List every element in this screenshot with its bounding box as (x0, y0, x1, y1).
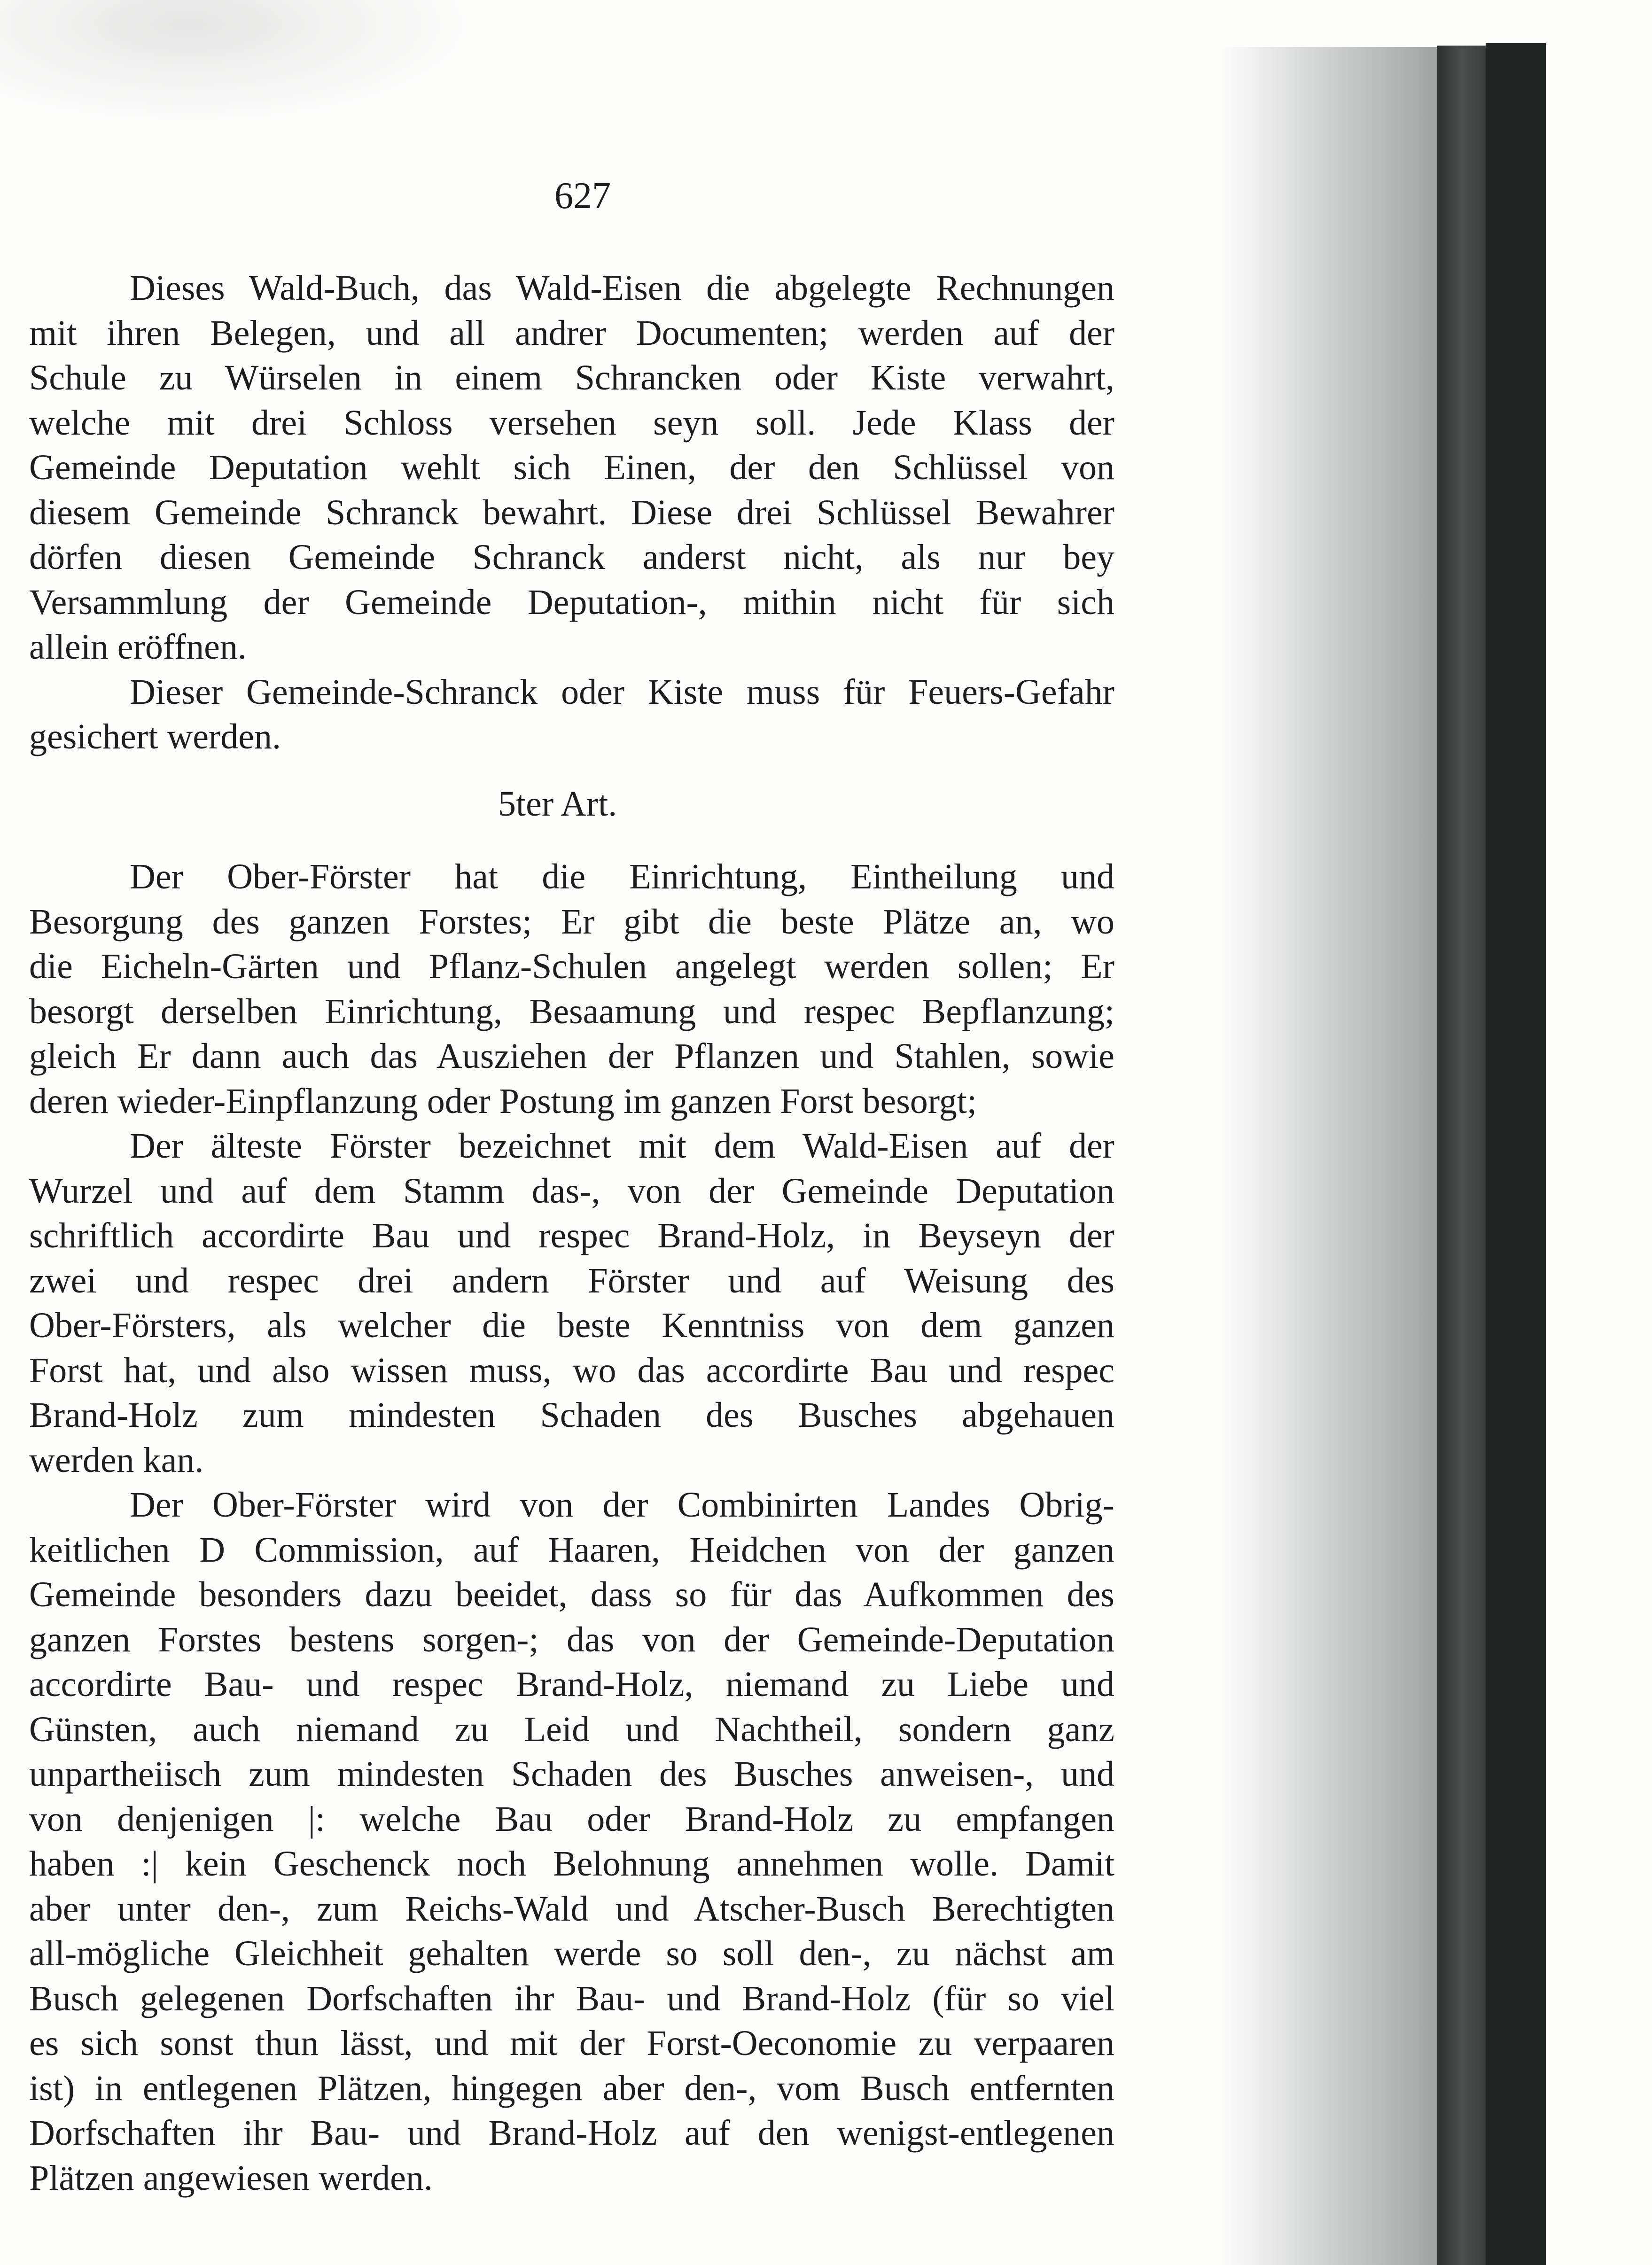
text-line: diesem Gemeinde Schranck bewahrt. Diese drei Schlüssel Bewahrer (29, 492, 1114, 532)
text-line: Der Ober-Förster wird von der Combinirten Landes Obrig- (130, 1485, 1114, 1525)
text-line: schriftlich accordirte Bau und respec Brand-Holz, in Beyseyn der (29, 1216, 1114, 1255)
text-block-storage (29, 266, 1114, 760)
text-line: ist) in entlegenen Plätzen, hingegen aber den-, vom Busch entfernten (29, 2068, 1114, 2108)
text-line: mit ihren Belegen, und all andrer Documenten; werden auf der (29, 313, 1114, 353)
text-line: Gemeinde Deputation wehlt sich Einen, der den Schlüssel von (29, 448, 1114, 487)
text-line: Günsten, auch niemand zu Leid und Nachtheil, sondern ganz (29, 1709, 1114, 1749)
text-line: aber unter den-, zum Reichs-Wald und Atscher-Busch Berechtigten (29, 1889, 1114, 1929)
text-line: ganzen Forstes bestens sorgen-; das von der Gemeinde-Deputation (29, 1619, 1114, 1659)
text-line: allein eröffnen. (29, 627, 247, 667)
text-line: werden kan. (29, 1440, 204, 1480)
text-line: Dieses Wald-Buch, das Wald-Eisen die abgelegte Rechnungen (130, 268, 1114, 308)
scan-noise (0, 0, 470, 122)
text-line: Forst hat, und also wissen muss, wo das accordirte Bau und respec (29, 1350, 1114, 1390)
text-line: Schule zu Würselen in einem Schrancken oder Kiste verwahrt, (29, 358, 1114, 397)
book-spine (1486, 43, 1546, 2265)
text-line: dörfen diesen Gemeinde Schranck anderst nicht, als nur bey (29, 537, 1114, 577)
page-number: 627 (554, 175, 611, 217)
text-line: Busch gelegenen Dorfschaften ihr Bau- und Brand-Holz (für so viel (29, 1978, 1114, 2018)
article-heading: 5ter Art. (498, 784, 617, 824)
text-line: Brand-Holz zum mindesten Schaden des Busches abgehauen (29, 1395, 1114, 1435)
text-line: Der Ober-Förster hat die Einrichtung, Eintheilung und (130, 857, 1114, 896)
text-line: Dorfschaften ihr Bau- und Brand-Holz auf den wenigst-entlegenen (29, 2113, 1114, 2153)
text-line: Versammlung der Gemeinde Deputation-, mithin nicht für sich (29, 582, 1114, 622)
text-line: von denjenigen |: welche Bau oder Brand-Holz zu empfangen (29, 1799, 1114, 1839)
text-line: haben :| kein Geschenck noch Belohnung annehmen wolle. Damit (29, 1844, 1114, 1884)
text-line: gleich Er dann auch das Ausziehen der Pflanzen und Stahlen, sowie (29, 1036, 1114, 1076)
text-line: Plätzen angewiesen werden. (29, 2158, 433, 2198)
text-line: unpartheiisch zum mindesten Schaden des Busches anweisen-, und (29, 1754, 1114, 1794)
text-line: accordirte Bau- und respec Brand-Holz, niemand zu Liebe und (29, 1665, 1114, 1704)
text-line: Ober-Försters, als welcher die beste Kenntniss von dem ganzen (29, 1306, 1114, 1345)
text-line: zwei und respec drei andern Förster und auf Weisung des (29, 1261, 1114, 1300)
book-spine-edge (1437, 46, 1486, 2265)
text-line: welche mit drei Schloss versehen seyn soll. Jede Klass der (29, 403, 1114, 443)
text-line: Der älteste Förster bezeichnet mit dem Wald-Eisen auf der (130, 1126, 1114, 1166)
text-line: deren wieder-Einpflanzung oder Postung im ganzen Forst besorgt; (29, 1081, 977, 1121)
text-line: Dieser Gemeinde-Schranck oder Kiste muss für Feuers-Gefahr (130, 672, 1114, 712)
text-line: all-mögliche Gleichheit gehalten werde so soll den-, zu nächst am (29, 1934, 1114, 1973)
text-block-article-5 (29, 855, 1114, 2201)
text-line: Besorgung des ganzen Forstes; Er gibt die beste Plätze an, wo (29, 902, 1114, 942)
text-line: Gemeinde besonders dazu beeidet, dass so für das Aufkommen des (29, 1575, 1114, 1614)
text-line: besorgt derselben Einrichtung, Besaamung und respec Bepflanzung; (29, 991, 1114, 1031)
text-line: keitlichen D Commission, auf Haaren, Heidchen von der ganzen (29, 1530, 1114, 1570)
text-line: die Eicheln-Gärten und Pflanz-Schulen angelegt werden sollen; Er (29, 947, 1114, 986)
text-line: gesichert werden. (29, 717, 281, 756)
text-line: Wurzel und auf dem Stamm das-, von der Gemeinde Deputation (29, 1171, 1114, 1211)
book-gutter-shadow (1222, 47, 1438, 2265)
text-line: es sich sonst thun lässt, und mit der Forst-Oeconomie zu verpaaren (29, 2024, 1114, 2063)
